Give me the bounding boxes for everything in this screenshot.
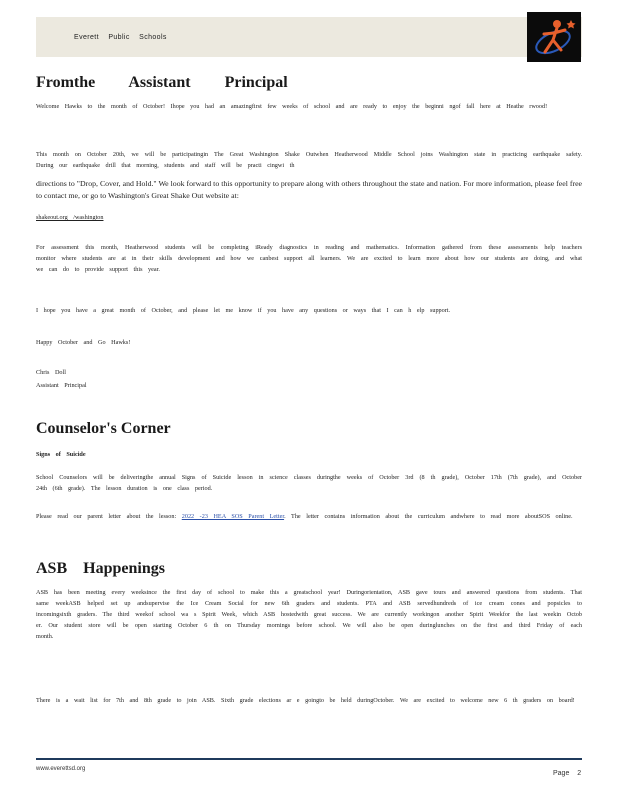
counselor-paragraph-2 <box>36 511 582 522</box>
footer-website[interactable]: www.everettsd.org <box>36 766 86 772</box>
counselor-p2-pre: Please read our parent letter about the lesson: <box>36 513 177 520</box>
ap-paragraph-2a: This month on October 20th, we will be participatingin The Great Washington Shake Outwhen Heatherwood Middle School joins Washington state in practicing earthquake safety. During our earthquake drill that morning, students and staff will be practi cingwi th <box>36 151 582 169</box>
asb-paragraph-1: ASB has been meeting every weeksince the first day of school to make this a greatschool year! Duringorientation, ASB gave tours and answered questions from students. That same weekASB helped set up andsupervise the Ice Cream Social for new 6th graders and students. PTA and ASB servedhundreds of ice cream cones and popsicles to incomingsixth graders. The third weekof school wa s Spirit Week, which ASB hostedwith great success. We are currently workingon another Spirit Weekfor the last weekin Octob er. Our student store will be open starting October 6 th on Thursday mornings before school. We will also be open duringlunches on the first and third Friday of each month. <box>36 589 582 640</box>
ap-paragraph-4: I hope you have a great month of October, and please let me know if you have any questions or ways that I can h elp support. <box>36 307 451 314</box>
shakeout-link-line <box>36 212 582 223</box>
footer-divider <box>36 758 582 760</box>
ap-paragraph-2b: directions to "Drop, Cover, and Hold." We look forward to this opportunity to prepare along with others throughout the state and nation. For more information, please feel free to contact me, or go to Washington's Great Shake Out website at: <box>36 179 582 200</box>
asb-paragraph-2: There is a wait list for 7th and 8th grade to join ASB. Sixth grade elections ar e goingto be held duringOctober. We are excited to welcome new 6 th graders on board! <box>36 697 575 704</box>
ap-paragraph-5: Happy October and Go Hawks! <box>36 339 131 346</box>
assistant-principal-heading: Fromthe Assistant Principal <box>36 74 288 91</box>
counselor-p2-post: . The letter contains information about the curriculum andwhere to read more aboutSOS online. <box>284 513 573 520</box>
counselor-paragraph-1: School Counselors will be deliveringthe annual Signs of Suicide lesson in science classes duringthe weeks of October 3rd (8 th grade), October 17th (7th grade), and October 24th (6th grade). The lesson duration is one class period. <box>36 474 582 492</box>
sos-parent-letter-link[interactable]: 2022 -23 HEA SOS Parent Letter <box>181 513 285 520</box>
asb-heading: ASB Happenings <box>36 560 165 577</box>
ap-paragraph-1: Welcome Hawks to the month of October! Ihope you had an amazingfirst few weeks of school and are ready to enjoy the beginni ngof fall here at Heathe rwood! <box>36 103 548 110</box>
counselor-heading: Counselor's Corner <box>36 420 171 437</box>
signature-title: Assistant Principal <box>36 382 87 389</box>
district-logo-icon <box>527 12 581 62</box>
signature-name: Chris Doll <box>36 369 66 376</box>
district-name: Everett Public Schools <box>74 34 167 41</box>
sos-subheading: Signs of Suicide <box>36 451 86 458</box>
page-number: Page 2 <box>553 770 582 777</box>
shakeout-link[interactable]: shakeout.org /washington <box>36 214 104 221</box>
district-logo <box>527 12 581 62</box>
ap-paragraph-3: For assessment this month, Heatherwood students will be completing iReady diagnostics in reading and mathematics. Information gathered from these assessments help teachers monitor where students are at in their skills development and how we canbest support all learners. We are excited to learn more about how our students are doing, and what we can do to provide support this year. <box>36 244 582 273</box>
